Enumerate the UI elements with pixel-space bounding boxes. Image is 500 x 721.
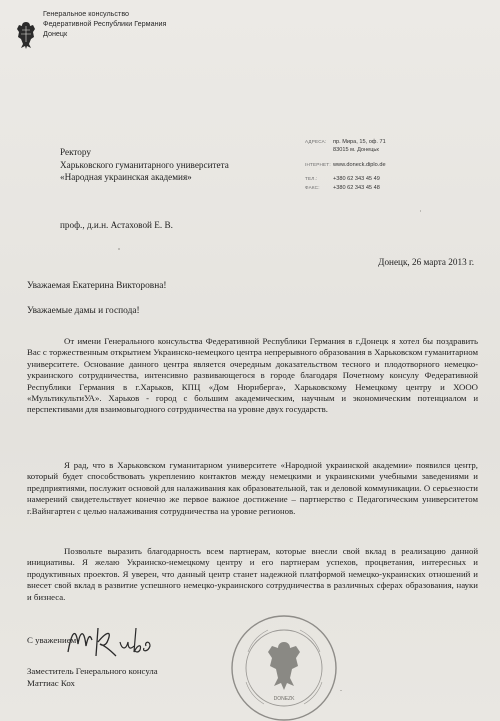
signer-block — [27, 665, 158, 689]
scan-speck — [340, 690, 342, 691]
contact-block — [305, 138, 480, 192]
tel-label: ТЕЛ.: — [305, 176, 318, 182]
address-line-1: пр. Мира, 15, оф. 71 — [333, 139, 386, 145]
internet-value: www.doneck.diplo.de — [333, 161, 386, 168]
seal-text: DONEZK — [273, 696, 295, 702]
official-seal-stamp — [228, 612, 340, 721]
salutation-general: Уважаемые дамы и господа! — [27, 306, 140, 316]
header-line-3: Донецк — [43, 29, 68, 38]
closing: С уважением — [27, 635, 77, 645]
fax-value: +380 62 343 45 48 — [333, 184, 380, 191]
recipient-line-3: «Народная украинская академия» — [60, 172, 192, 183]
federal-eagle-icon — [15, 20, 37, 50]
internet-label: ІНТЕРНЕТ: — [305, 161, 331, 167]
tel-value: +380 62 343 45 49 — [333, 176, 380, 183]
recipient-line-1: Ректору — [60, 147, 91, 157]
recipient-line-2: Харьковского гуманитарного университета — [60, 159, 229, 170]
scan-speck — [118, 248, 120, 250]
address-line-2: 83015 м. Донецьк — [333, 147, 379, 154]
signer-name: Маттиас Кох — [27, 678, 75, 688]
body-paragraph-3 — [27, 546, 478, 603]
body-paragraph-1 — [27, 336, 478, 416]
header-line-2: Федеративной Республики Германия — [43, 19, 167, 28]
consulate-header — [43, 9, 166, 39]
header-line-1: Генеральное консульство — [43, 9, 130, 18]
scan-speck — [420, 210, 421, 212]
letter-date: Донецк, 26 марта 2013 г. — [378, 257, 474, 267]
signer-title: Заместитель Генерального консула — [27, 666, 158, 676]
handwritten-signature — [62, 622, 162, 662]
salutation-personal: Уважаемая Екатерина Викторовна! — [27, 281, 167, 291]
paragraph-text: Я рад, что в Харьковском гуманитарном университете «Народной украинской академии» появился центр, который будет способствовать укреплению контактов между немецкими и украинскими учебными заведениями и предприятиями, послужит основой для налаживания как образовательной, так и деловой коммуникации. О серьезности намерений свидетельствует конечно же первое важное достижение – партнерство с Педагогическим университетом г.Вайнгартен с целью налаживания сотрудничества на уровне регионов. — [27, 460, 478, 516]
address-label: АДРЕСА: — [305, 139, 327, 144]
fax-label: ФАКС: — [305, 184, 320, 190]
addressee: проф., д.и.н. Астаховой Е. В. — [60, 220, 173, 230]
paragraph-text: От имени Генерального консульства Федеративной Республики Германия в г.Донецк я хотел бы поздравить Вас с торжественным открытием Украинско-немецкого центра непрерывного образования в Харьковском гуманитарном университете. Основание данного центра является очередным доказательством тесного и плодотворного немецко-украинского сотрудничества, интенсивно развивающегося в городе благодаря Почетному консулу Федеративной Республики Германия в г.Харьков, КПЦ «Дом Нюрнберга», Харьковскому Немецкому центру и ХООО «МультикультиУА». Харьков - город с большим академическим, научным и экономическим потенциалом и перспективами для взаимовыгодного сотрудничества на уровне двух государств. — [27, 336, 478, 415]
paragraph-text: Позвольте выразить благодарность всем партнерам, которые внесли свой вклад в реализацию данной инициативы. Я желаю Украинско-немецкому центру и его партнерам успехов, процветания, интересных и продуктивных проектов. Я уверен, что данный центр станет надежной платформой немецко-украинских отношений и внесет свой вклад в развитие успешного немецко-украинского сотрудничества в различных сферах образования, науки и бизнеса. — [27, 546, 478, 602]
recipient-block — [60, 146, 229, 184]
body-paragraph-2 — [27, 460, 478, 517]
